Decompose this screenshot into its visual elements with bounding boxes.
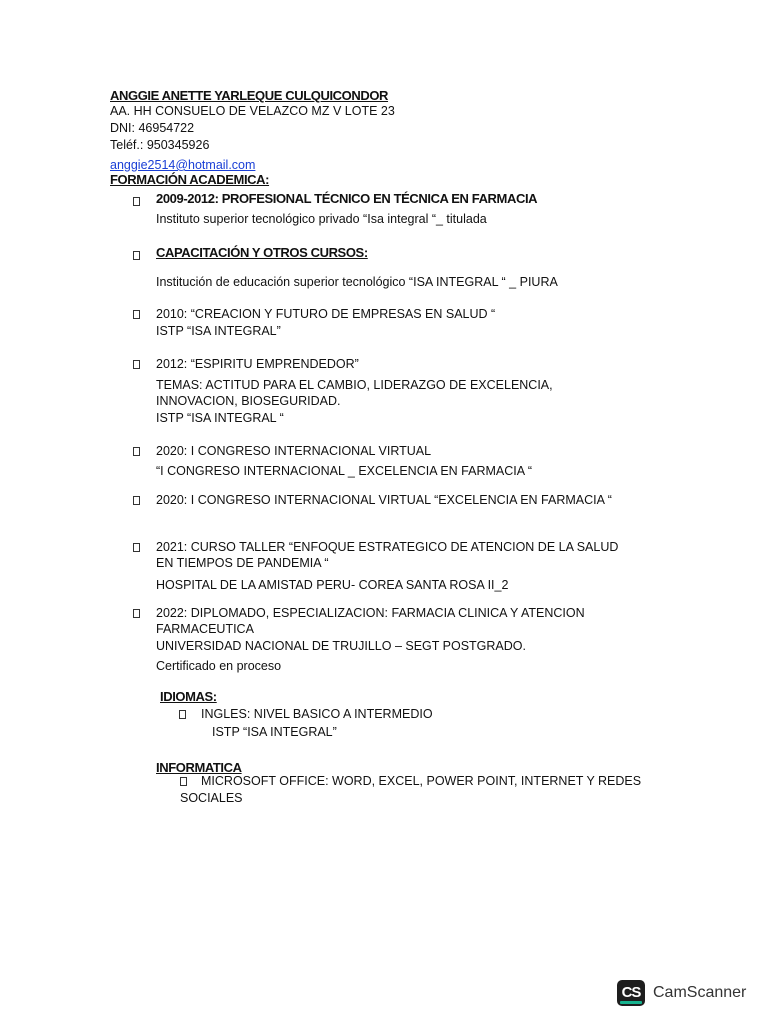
course-line: 2010: “CREACION Y FUTURO DE EMPRESAS EN SALUD “ [156, 307, 496, 321]
bullet-square-icon [133, 609, 140, 618]
bullet-square-icon [133, 310, 140, 319]
bullet-square-icon [133, 447, 140, 456]
informatica-heading: INFORMATICA [156, 760, 242, 775]
idiomas-heading: IDIOMAS: [160, 689, 217, 704]
course-line: “I CONGRESO INTERNACIONAL _ EXCELENCIA EN FARMACIA “ [156, 464, 533, 478]
bullet-square-icon [133, 543, 140, 552]
resume-name: ANGGIE ANETTE YARLEQUE CULQUICONDOR [110, 88, 389, 103]
phone: Teléf.: 950345926 [110, 138, 210, 152]
course-line: ISTP “ISA INTEGRAL “ [156, 411, 284, 425]
bullet-square-icon [133, 360, 140, 369]
informatica-item-line1: MICROSOFT OFFICE: WORD, EXCEL, POWER POINT, INTERNET Y REDES [201, 774, 642, 788]
dni: DNI: 46954722 [110, 121, 195, 135]
course-line: HOSPITAL DE LA AMISTAD PERU- COREA SANTA ROSA II_2 [156, 578, 509, 592]
bullet-square-icon [179, 710, 186, 719]
email-link[interactable]: anggie2514@hotmail.com [110, 158, 256, 172]
course-line: Certificado en proceso [156, 659, 282, 673]
camscanner-logo-icon: CS [617, 980, 645, 1006]
formacion-item-sub: Instituto superior tecnológico privado “Isa integral “_ titulada [156, 212, 487, 226]
informatica-item-line2: SOCIALES [180, 791, 243, 805]
idiomas-item: INGLES: NIVEL BASICO A INTERMEDIO [201, 707, 433, 721]
course-line: TEMAS: ACTITUD PARA EL CAMBIO, LIDERAZGO DE EXCELENCIA, INNOVACION, BIOSEGURIDAD. [156, 378, 553, 408]
camscanner-brand: CamScanner [653, 984, 747, 1001]
course-line: 2021: CURSO TALLER “ENFOQUE ESTRATEGICO DE ATENCION DE LA SALUD EN TIEMPOS DE PANDEMIA “ [156, 540, 619, 570]
course-line: UNIVERSIDAD NACIONAL DE TRUJILLO – SEGT POSTGRADO. [156, 639, 526, 653]
bullet-square-icon [180, 777, 187, 786]
formacion-item-title: 2009-2012: PROFESIONAL TÉCNICO EN TÉCNICA EN FARMACIA [156, 191, 538, 206]
course-line: ISTP “ISA INTEGRAL” [156, 324, 281, 338]
course-line: 2022: DIPLOMADO, ESPECIALIZACION: FARMACIA CLINICA Y ATENCION FARMACEUTICA [156, 606, 585, 636]
bullet-square-icon [133, 251, 140, 260]
address: AA. HH CONSUELO DE VELAZCO MZ V LOTE 23 [110, 104, 395, 118]
course-line: 2020: I CONGRESO INTERNACIONAL VIRTUAL “EXCELENCIA EN FARMACIA “ [156, 493, 612, 507]
capacitacion-institution: Institución de educación superior tecnológico “ISA INTEGRAL “ _ PIURA [156, 275, 558, 289]
capacitacion-heading: CAPACITACIÓN Y OTROS CURSOS: [156, 245, 368, 260]
course-line: 2012: “ESPIRITU EMPRENDEDOR” [156, 357, 359, 371]
idiomas-item-sub: ISTP “ISA INTEGRAL” [212, 725, 337, 739]
bullet-square-icon [133, 197, 140, 206]
formacion-heading: FORMACIÓN ACADEMICA: [110, 172, 270, 187]
course-line: 2020: I CONGRESO INTERNACIONAL VIRTUAL [156, 444, 432, 458]
bullet-square-icon [133, 496, 140, 505]
